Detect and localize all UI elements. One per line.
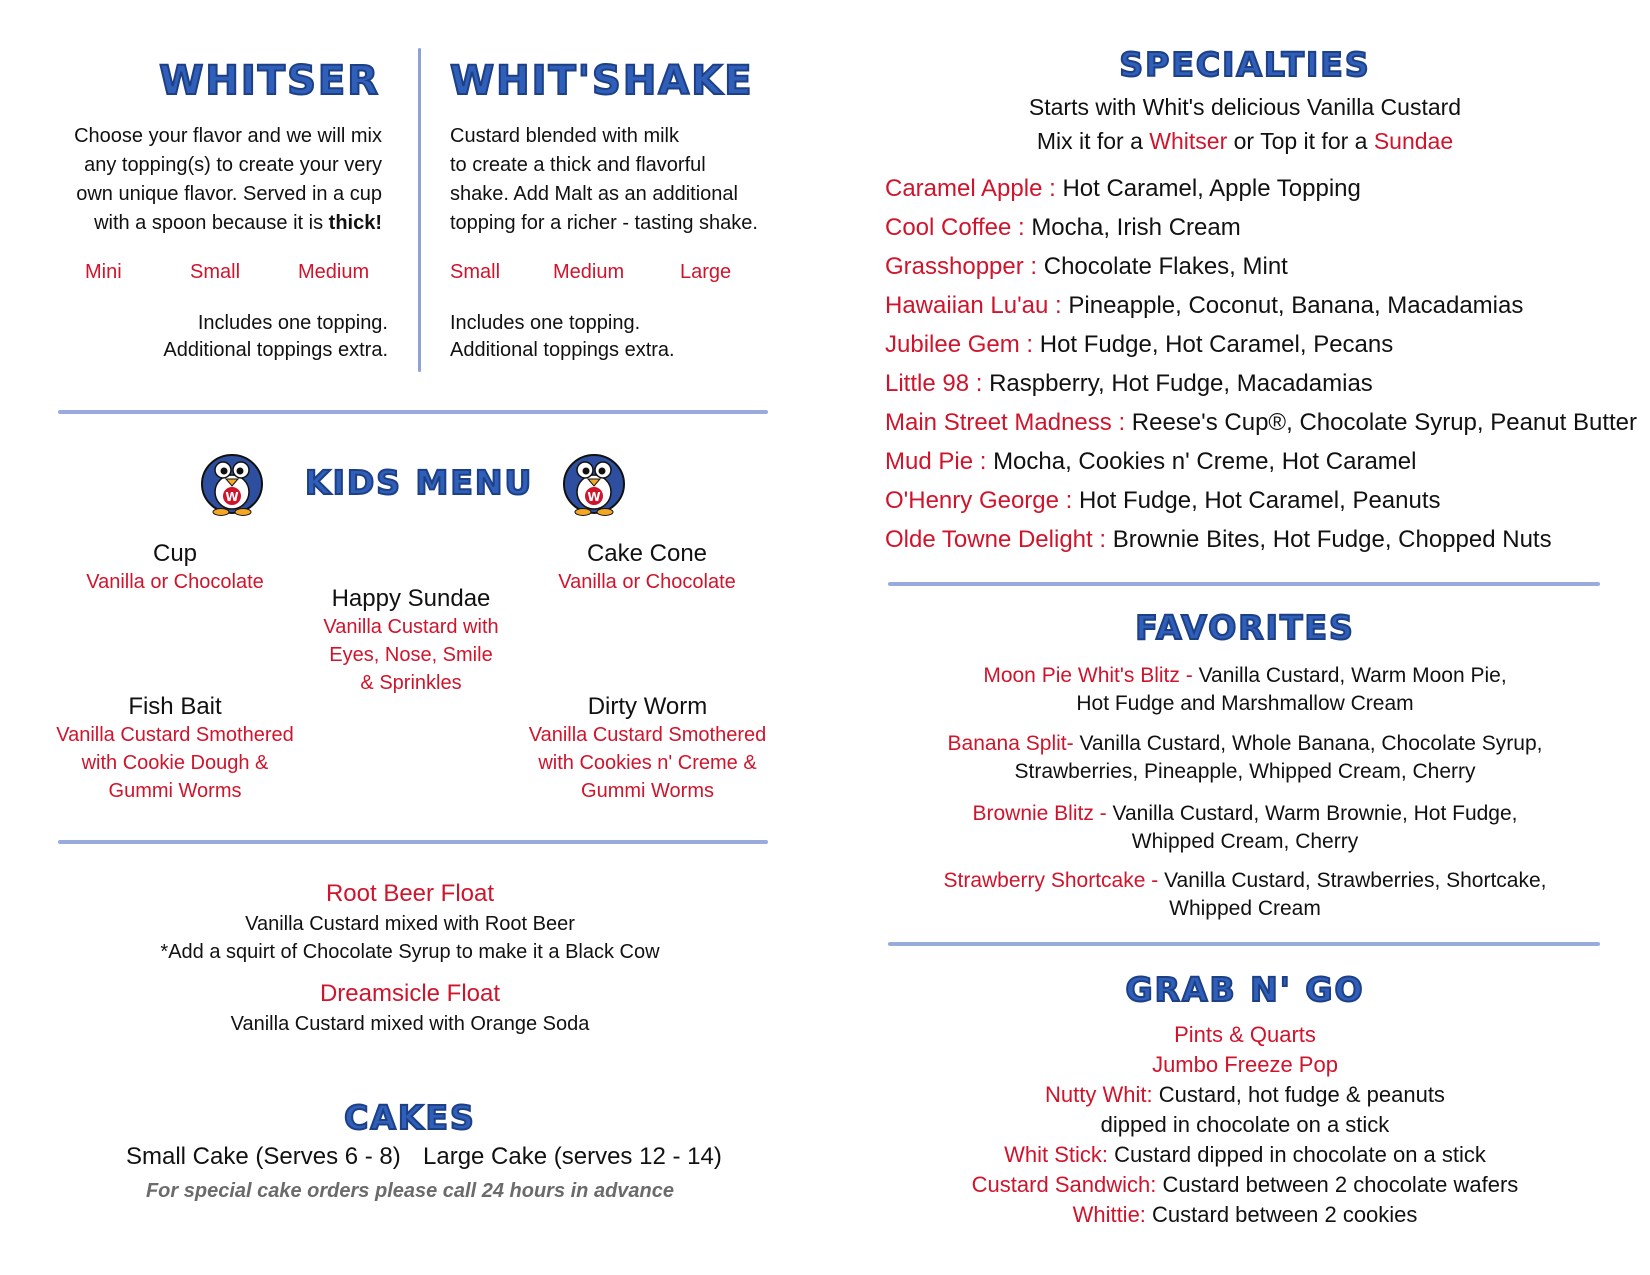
kids-item-name: Cake Cone: [586, 540, 708, 567]
whitser-desc-line: Choose your flavor and we will mix: [74, 125, 382, 147]
dreamsicle-float: [60, 978, 760, 1038]
specialty-item: [885, 331, 1393, 359]
specialty-name: Cool Coffee :: [885, 214, 1025, 241]
whitshake-note: Additional toppings extra.: [450, 339, 675, 361]
sundae-mention: Sundae: [1373, 128, 1454, 154]
thick-emphasis: thick!: [328, 212, 382, 234]
kids-item-happy-sundae: [276, 585, 546, 697]
favorite-desc: Hot Fudge and Marshmallow Cream: [1076, 692, 1414, 715]
whitshake-notes: [450, 310, 675, 364]
root-beer-float: [60, 878, 760, 966]
favorite-name: Brownie Blitz -: [972, 802, 1113, 825]
grab-item-nutty-whit: Nutty Whit: Custard, hot fudge & peanuts: [1045, 1082, 1445, 1107]
kids-item-name: Dirty Worm: [587, 693, 708, 720]
specialty-desc: Brownie Bites, Hot Fudge, Chopped Nuts: [1112, 526, 1552, 553]
float-desc: Vanilla Custard mixed with Orange Soda: [230, 1013, 590, 1035]
specialty-name: Olde Towne Delight :: [885, 526, 1107, 553]
specialty-item: [885, 253, 1288, 281]
specialties-intro-line: Mix it for a Whitser or Top it for a Sundae: [1036, 128, 1454, 154]
favorite-item: [885, 800, 1605, 856]
specialties-title: SPECIALTIES: [1119, 45, 1371, 84]
whitser-note: Additional toppings extra.: [163, 339, 388, 361]
whitser-title: WHITSER: [159, 58, 380, 104]
section-divider: [58, 410, 768, 414]
specialty-name: Mud Pie :: [885, 448, 987, 475]
kids-item-name: Happy Sundae: [331, 585, 491, 612]
whitser-mention: Whitser: [1149, 128, 1228, 154]
whitshake-size-large: Large: [680, 261, 732, 283]
kids-item-name: Fish Bait: [128, 693, 222, 720]
favorite-desc: Strawberries, Pineapple, Whipped Cream, Cherry: [1014, 760, 1476, 783]
float-desc: Vanilla Custard mixed with Root Beer: [245, 913, 575, 935]
kids-item-cup: [40, 540, 310, 596]
favorite-item: [885, 730, 1605, 786]
whitshake-size-medium: Medium: [553, 261, 625, 283]
specialty-name: Jubilee Gem :: [885, 331, 1034, 358]
whitser-desc-line: own unique flavor. Served in a cup: [76, 183, 382, 205]
cakes-title: CAKES: [344, 1098, 476, 1137]
grab-item-whit-stick: Whit Stick: Custard dipped in chocolate on a stick: [1004, 1142, 1486, 1167]
specialty-name: Main Street Madness :: [885, 409, 1126, 436]
specialty-item: [885, 487, 1441, 515]
whitshake-description: [450, 122, 780, 238]
svg-text:W: W: [587, 490, 601, 504]
specialty-desc: Mocha, Irish Cream: [1031, 214, 1241, 241]
section-divider: [58, 840, 768, 844]
float-note: *Add a squirt of Chocolate Syrup to make it a Black Cow: [160, 941, 660, 963]
favorite-desc: Whipped Cream: [1169, 897, 1321, 920]
kids-item-desc: Vanilla Custard Smothered: [528, 724, 767, 746]
favorite-desc: Vanilla Custard, Strawberries, Shortcake,: [1164, 869, 1547, 892]
penguin-mascot-icon: [558, 448, 630, 521]
kids-item-desc: Vanilla Custard with: [323, 616, 499, 638]
svg-text:W: W: [225, 490, 239, 504]
specialty-desc: Pineapple, Coconut, Banana, Macadamias: [1068, 292, 1524, 319]
grab-item-custard-sandwich: Custard Sandwich: Custard between 2 chocolate wafers: [971, 1172, 1519, 1197]
whitser-size-mini: Mini: [85, 261, 122, 283]
grab-item-jumbo-freeze-pop: Jumbo Freeze Pop: [1152, 1052, 1338, 1077]
favorite-item: [885, 867, 1605, 923]
float-name: Dreamsicle Float: [319, 980, 501, 1007]
favorite-desc: Vanilla Custard, Warm Moon Pie,: [1198, 664, 1507, 687]
kids-item-desc: Eyes, Nose, Smile: [329, 644, 493, 666]
column-divider: [418, 48, 421, 372]
favorite-desc: Vanilla Custard, Whole Banana, Chocolate Syrup,: [1079, 732, 1543, 755]
grab-item-desc: dipped in chocolate on a stick: [1100, 1112, 1390, 1137]
small-cake: Small Cake (Serves 6 - 8): [126, 1143, 401, 1170]
favorite-name: Banana Split-: [947, 732, 1080, 755]
specialty-desc: Hot Fudge, Hot Caramel, Peanuts: [1079, 487, 1441, 514]
whitshake-note: Includes one topping.: [450, 312, 641, 334]
kids-item-fish-bait: [30, 693, 320, 805]
favorite-name: Moon Pie Whit's Blitz -: [983, 664, 1199, 687]
specialty-name: Little 98 :: [885, 370, 983, 397]
whitser-size-small: Small: [190, 261, 241, 283]
specialty-item: [885, 370, 1373, 398]
whitshake-desc-line: shake. Add Malt as an additional: [450, 183, 738, 205]
specialties-intro-line: Starts with Whit's delicious Vanilla Custard: [1028, 94, 1462, 120]
specialty-name: Grasshopper :: [885, 253, 1038, 280]
kids-item-name: Cup: [152, 540, 198, 567]
specialty-desc: Reese's Cup®, Chocolate Syrup, Peanut Butter: [1131, 409, 1637, 436]
favorite-desc: Whipped Cream, Cherry: [1131, 830, 1359, 853]
specialties-intro: [885, 90, 1605, 158]
grab-item-pints-quarts: Pints & Quarts: [1174, 1022, 1316, 1047]
specialty-name: O'Henry George :: [885, 487, 1073, 514]
whitser-description: [30, 122, 382, 238]
whitshake-title: WHIT'SHAKE: [450, 58, 754, 104]
kids-item-desc: Vanilla or Chocolate: [86, 571, 264, 593]
specialty-desc: Hot Caramel, Apple Topping: [1062, 175, 1361, 202]
favorites-title: FAVORITES: [1135, 608, 1355, 647]
section-divider: [888, 942, 1600, 946]
whitser-desc-line: any topping(s) to create your very: [84, 154, 382, 176]
grab-n-go-list: [885, 1020, 1605, 1230]
whitshake-desc-line: Custard blended with milk: [450, 125, 679, 147]
favorite-name: Strawberry Shortcake -: [943, 869, 1165, 892]
specialty-item: [885, 526, 1552, 554]
kids-item-desc: Vanilla or Chocolate: [558, 571, 736, 593]
float-name: Root Beer Float: [325, 880, 495, 907]
specialty-item: [885, 292, 1523, 320]
favorite-item: [885, 662, 1605, 718]
specialty-name: Hawaiian Lu'au :: [885, 292, 1062, 319]
kids-item-cake-cone: [512, 540, 782, 596]
whitser-note: Includes one topping.: [197, 312, 388, 334]
specialty-item: [885, 409, 1637, 437]
specialty-name: Caramel Apple :: [885, 175, 1056, 202]
kids-item-dirty-worm: [500, 693, 795, 805]
whitser-notes: [60, 310, 388, 364]
kids-item-desc: Gummi Worms: [108, 780, 242, 802]
specialty-item: [885, 214, 1241, 242]
whitshake-desc-line: to create a thick and flavorful: [450, 154, 706, 176]
grab-item-whittie: Whittie: Custard between 2 cookies: [1072, 1202, 1418, 1227]
section-divider: [888, 582, 1600, 586]
whitshake-desc-line: topping for a richer - tasting shake.: [450, 212, 758, 234]
whitser-desc-line: with a spoon because it is thick!: [94, 212, 382, 234]
favorite-desc: Vanilla Custard, Warm Brownie, Hot Fudge,: [1112, 802, 1518, 825]
kids-item-desc: & Sprinkles: [360, 672, 462, 694]
kids-item-desc: Vanilla Custard Smothered: [56, 724, 294, 746]
kids-item-desc: with Cookie Dough &: [81, 752, 269, 774]
specialty-desc: Hot Fudge, Hot Caramel, Pecans: [1039, 331, 1394, 358]
whitser-size-medium: Medium: [298, 261, 370, 283]
penguin-mascot-icon: [196, 448, 268, 521]
large-cake: Large Cake (serves 12 - 14): [423, 1143, 722, 1170]
specialty-item: [885, 175, 1361, 203]
specialty-desc: Mocha, Cookies n' Creme, Hot Caramel: [993, 448, 1417, 475]
specialty-item: [885, 448, 1416, 476]
cake-order-note: For special cake orders please call 24 hours in advance: [145, 1180, 675, 1202]
kids-item-desc: with Cookies n' Creme &: [538, 752, 757, 774]
kids-menu-title: KIDS MENU: [305, 463, 534, 502]
specialty-desc: Chocolate Flakes, Mint: [1043, 253, 1288, 280]
kids-item-desc: Gummi Worms: [581, 780, 714, 802]
specialty-desc: Raspberry, Hot Fudge, Macadamias: [989, 370, 1373, 397]
whitshake-size-small: Small: [450, 261, 501, 283]
grab-n-go-title: GRAB N' GO: [1125, 970, 1365, 1009]
